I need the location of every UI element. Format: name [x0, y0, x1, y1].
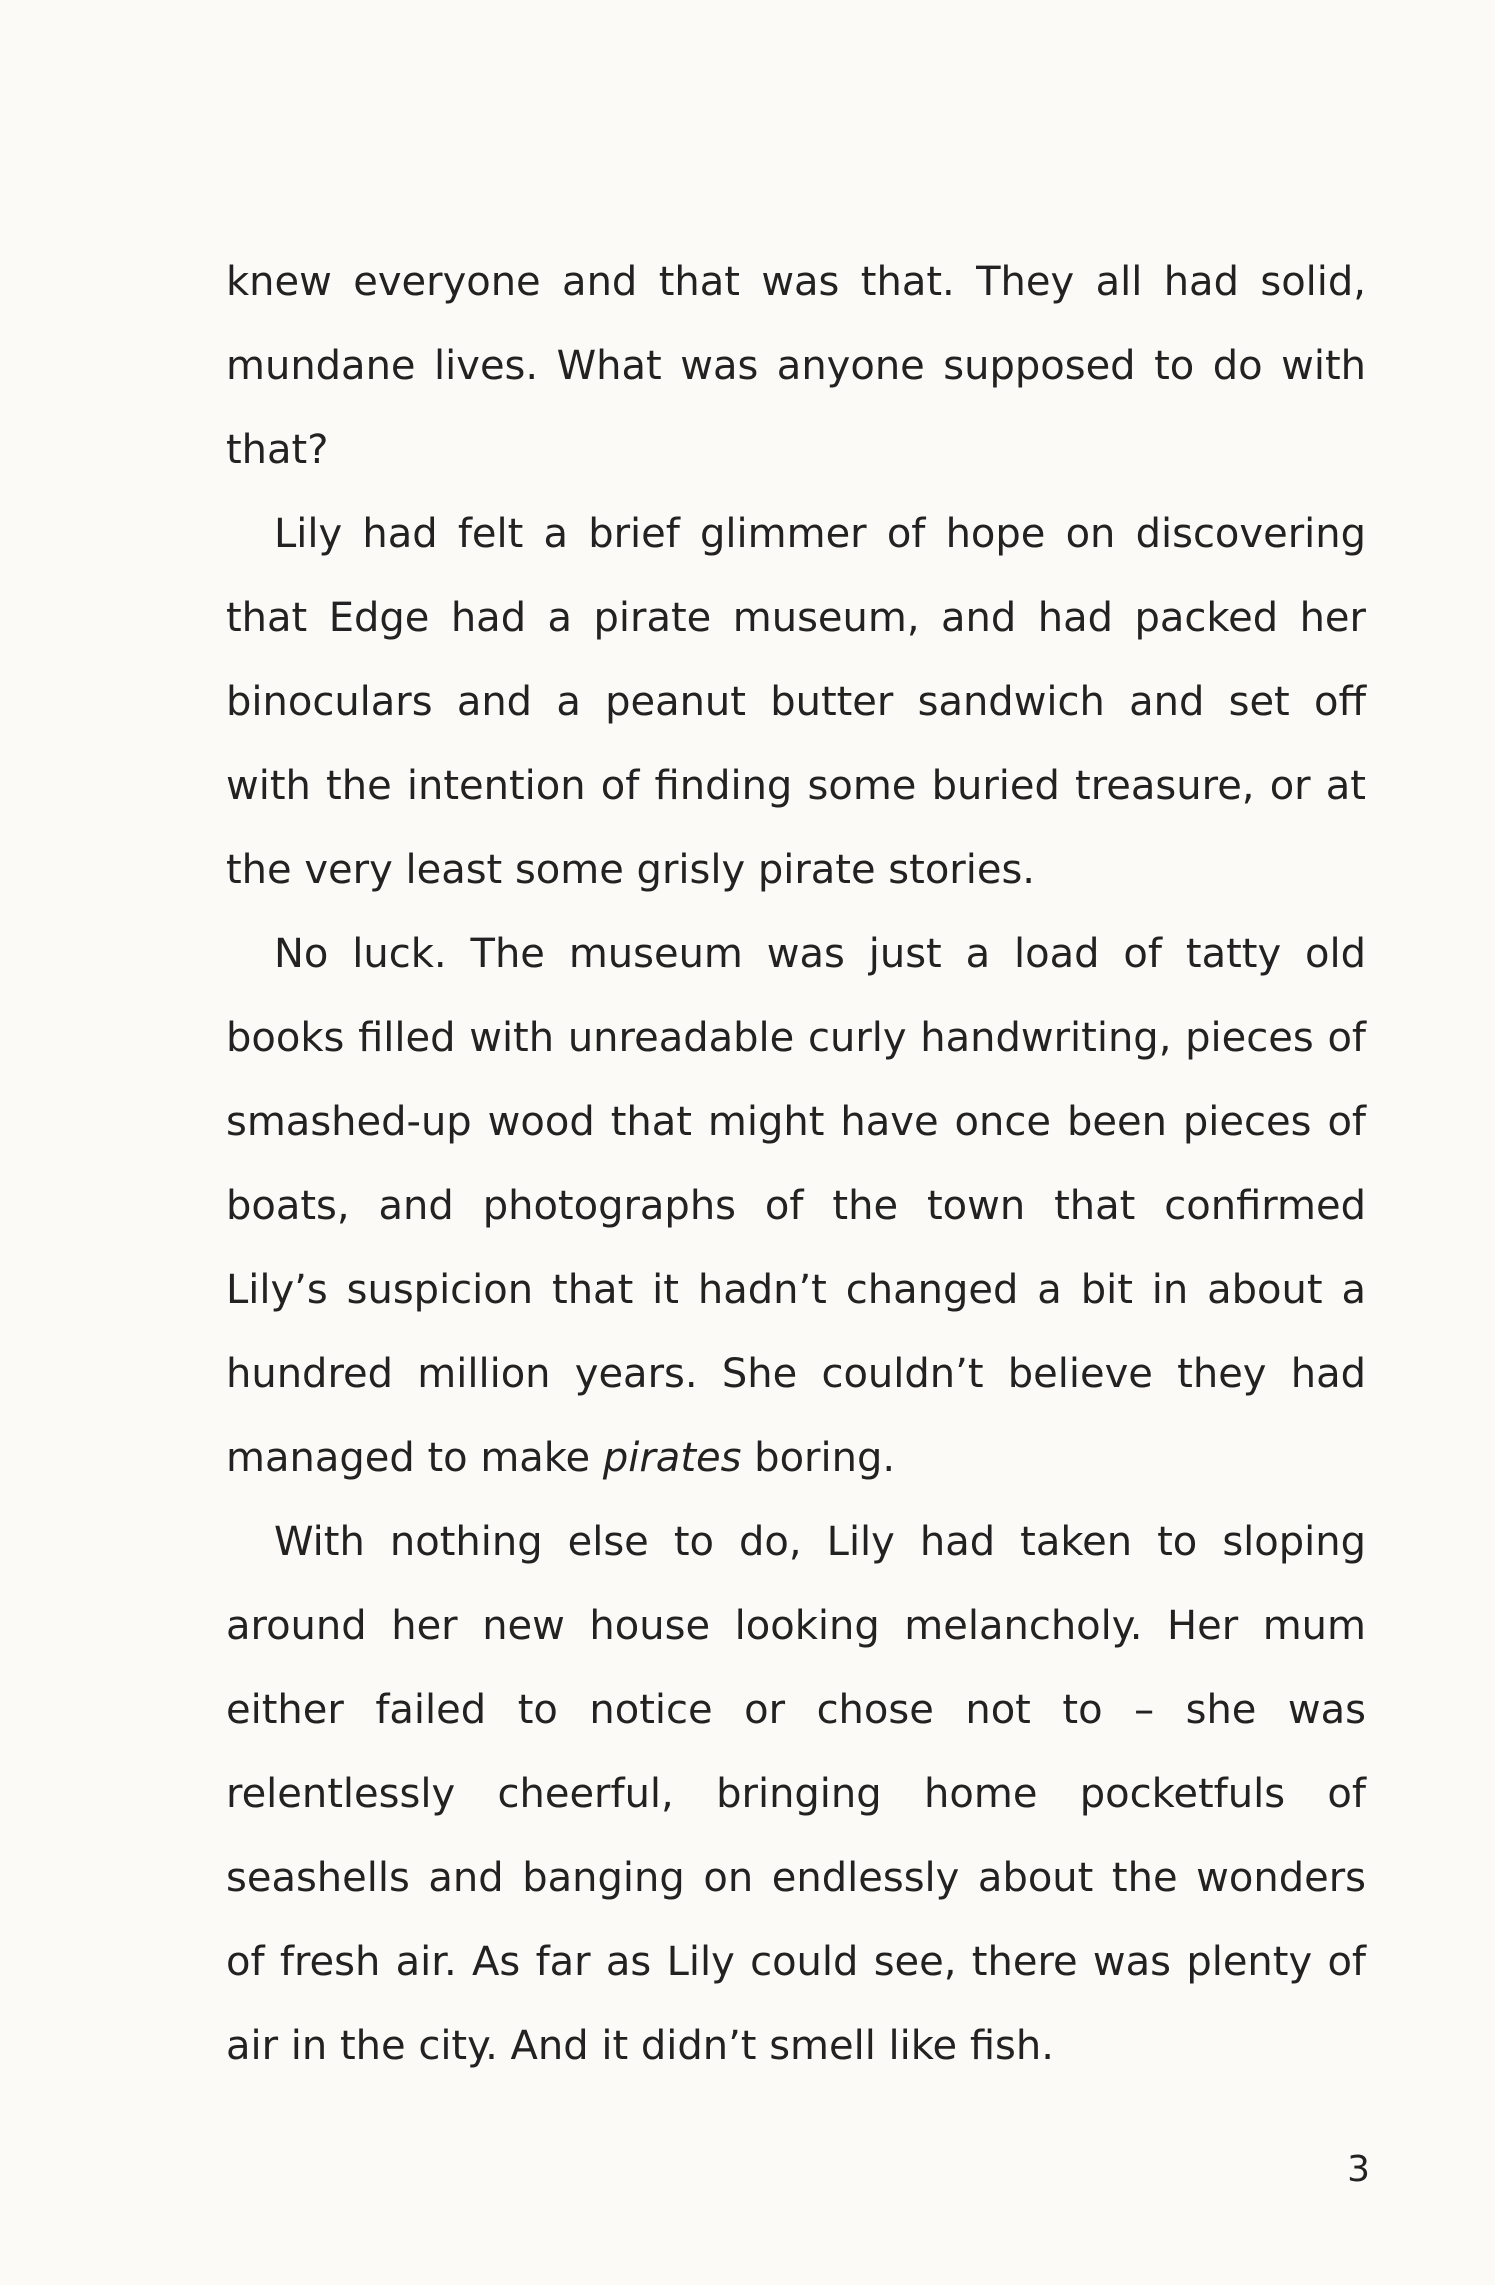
paragraph [226, 912, 1366, 1500]
body-text [226, 240, 1366, 2088]
paragraph: With nothing else to do, Lily had taken to sloping around her new house looking melancholy. Her mum either failed to notice or chose not to – she was relentlessly cheerful, bringing home pocketfuls of seashells and banging on endlessly about the wonders of fresh air. As far as Lily could see, there was plenty of air in the city. And it didn’t smell like fish. [226, 1519, 1366, 2069]
paragraph-text: No luck. The museum was just a load of tatty old books filled with unreadable curly handwriting, pieces of smashed-up wood that might have once been pieces of boats, and photographs of the town that confirmed Lily’s suspicion that it hadn’t changed a bit in about a hundred million years. She couldn’t believe they had managed to make [226, 931, 1366, 1481]
paragraph-tail: boring. [754, 1435, 896, 1481]
paragraph: knew everyone and that was that. They all had solid, mundane lives. What was anyone supposed to do with that? [226, 259, 1366, 473]
italic-word: pirates [602, 1435, 742, 1481]
paragraph: Lily had felt a brief glimmer of hope on discovering that Edge had a pirate museum, and had packed her binoculars and a peanut butter sandwich and set off with the intention of finding some buried treasure, or at the very least some grisly pirate stories. [226, 511, 1366, 893]
page-number: 3 [1347, 2149, 1370, 2190]
